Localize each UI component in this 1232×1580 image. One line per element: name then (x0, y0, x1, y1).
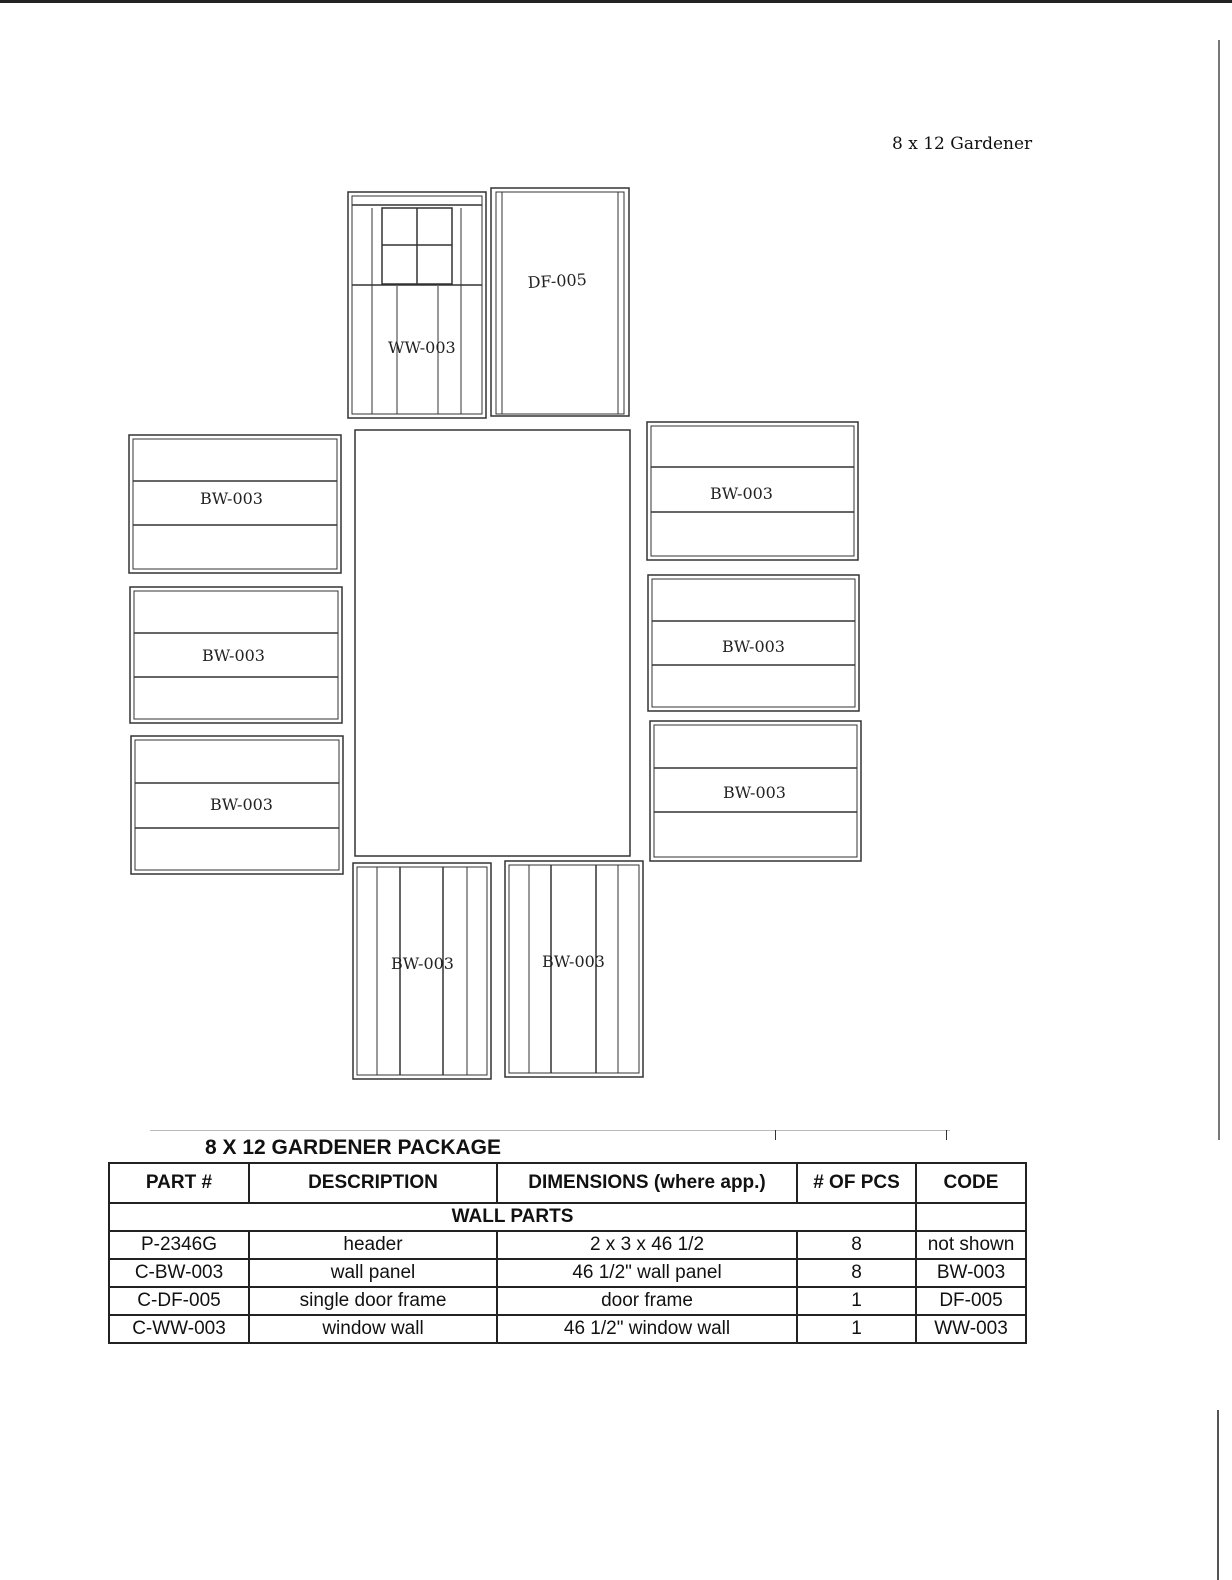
scan-edge (1217, 1410, 1219, 1580)
table-row (109, 1231, 1026, 1259)
code: DF-005 (916, 1287, 1026, 1315)
table-row (109, 1287, 1026, 1315)
code: not shown (916, 1231, 1026, 1259)
column-header: PART # (109, 1163, 249, 1203)
panel-label: BW-003 (542, 952, 605, 971)
piece-count: 1 (797, 1287, 916, 1315)
panel-label: BW-003 (391, 954, 454, 973)
part-number: C-DF-005 (109, 1287, 249, 1315)
panel-label: BW-003 (200, 489, 263, 508)
table-cell (916, 1203, 1026, 1231)
floor-area (355, 430, 630, 856)
section-label: WALL PARTS (109, 1203, 916, 1231)
panel-label: BW-003 (723, 783, 786, 802)
scan-artifact (946, 1130, 947, 1140)
part-number: C-WW-003 (109, 1315, 249, 1343)
panel-ww-003 (348, 192, 486, 418)
page-title: 8 x 12 Gardener (892, 134, 1033, 154)
dimensions: 2 x 3 x 46 1/2 (497, 1231, 797, 1259)
code: BW-003 (916, 1259, 1026, 1287)
piece-count: 8 (797, 1259, 916, 1287)
panel-label: WW-003 (388, 338, 456, 357)
table-row (109, 1259, 1026, 1287)
section-row (109, 1203, 1026, 1231)
panel-label: BW-003 (710, 484, 773, 503)
code: WW-003 (916, 1315, 1026, 1343)
table-row (109, 1315, 1026, 1343)
description: window wall (249, 1315, 497, 1343)
dimensions: 46 1/2" wall panel (497, 1259, 797, 1287)
dimensions: 46 1/2" window wall (497, 1315, 797, 1343)
part-number: C-BW-003 (109, 1259, 249, 1287)
panel-label: BW-003 (202, 646, 265, 665)
scan-artifact (775, 1130, 776, 1140)
description: header (249, 1231, 497, 1259)
description: single door frame (249, 1287, 497, 1315)
column-header: DESCRIPTION (249, 1163, 497, 1203)
description: wall panel (249, 1259, 497, 1287)
parts-table (108, 1162, 1027, 1344)
panel-label: BW-003 (722, 637, 785, 656)
column-header: DIMENSIONS (where app.) (497, 1163, 797, 1203)
panel-label: DF-005 (527, 269, 588, 292)
panel-label: BW-003 (210, 795, 273, 814)
panel-df-005 (491, 188, 629, 416)
piece-count: 1 (797, 1315, 916, 1343)
piece-count: 8 (797, 1231, 916, 1259)
part-number: P-2346G (109, 1231, 249, 1259)
dimensions: door frame (497, 1287, 797, 1315)
column-header: # OF PCS (797, 1163, 916, 1203)
table-header-row (109, 1163, 1026, 1203)
column-header: CODE (916, 1163, 1026, 1203)
package-title: 8 X 12 GARDENER PACKAGE (205, 1136, 502, 1159)
